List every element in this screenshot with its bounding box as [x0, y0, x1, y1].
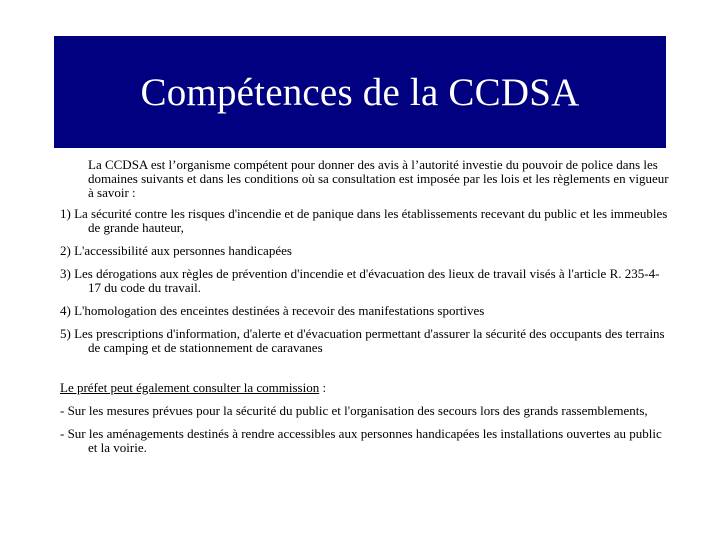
prefet-item-2: - Sur les aménagements destinés à rendre accessibles aux personnes handicapées les installations ouvertes au public et la voirie.: [60, 426, 662, 455]
prefet-item-1: - Sur les mesures prévues pour la sécurité du public et l'organisation des secours lors des grands rassemblements,: [60, 403, 648, 418]
competence-item-3: 3) Les dérogations aux règles de prévention d'incendie et d'évacuation des lieux de travail visés à l'article R. 235-4-17 du code du travail.: [60, 266, 660, 295]
intro-paragraph: La CCDSA est l’organisme compétent pour donner des avis à l’autorité investie du pouvoir de police dans les domaines suivants et dans les conditions où sa consultation est imposée par les lois et les règlements en vigueur à savoir :: [88, 157, 669, 200]
title-banner: [54, 36, 666, 148]
prefet-heading: Le préfet peut également consulter la commission: [60, 380, 320, 395]
prefet-heading-colon: :: [319, 380, 327, 395]
competence-item-4: 4) L'homologation des enceintes destinées à recevoir des manifestations sportives: [60, 303, 485, 318]
competence-item-1: 1) La sécurité contre les risques d'incendie et de panique dans les établissements recevant du public et les immeubles de grande hauteur,: [60, 206, 668, 235]
competence-item-5: 5) Les prescriptions d'information, d'alerte et d'évacuation permettant d'assurer la sécurité des occupants des terrains de camping et de stationnement de caravanes: [60, 326, 665, 355]
competence-item-2: 2) L'accessibilité aux personnes handicapées: [60, 243, 292, 258]
slide-body: [60, 158, 670, 455]
prefet-heading-line: [60, 381, 670, 395]
slide-title: Compétences de la CCDSA: [140, 70, 580, 114]
